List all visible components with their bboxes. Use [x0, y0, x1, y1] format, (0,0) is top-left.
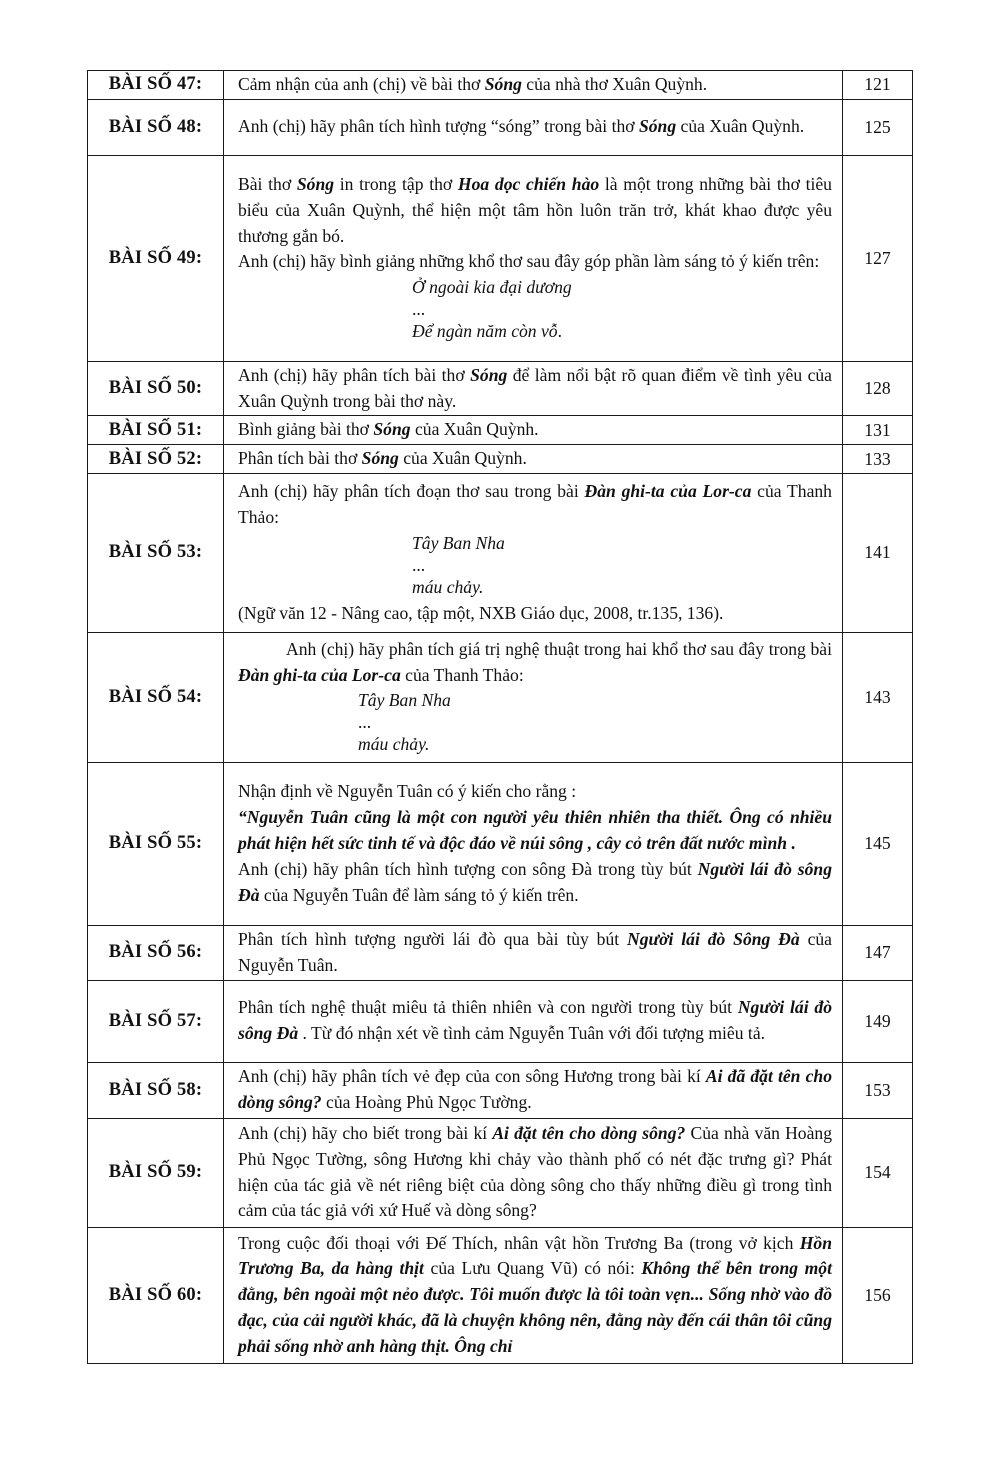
page-number: 147: [843, 925, 913, 980]
exercise-label: BÀI SỐ 60:: [88, 1227, 224, 1363]
verse-line: máu chảy.: [412, 576, 484, 597]
exercise-label: BÀI SỐ 57:: [88, 980, 224, 1062]
exercise-label: BÀI SỐ 58:: [88, 1062, 224, 1118]
page-number: 133: [843, 445, 913, 474]
exercise-prompt: Anh (chị) hãy phân tích vẻ đẹp của con sông Hương trong bài kí Ai đã đặt tên cho dòng sông? của Hoàng Phủ Ngọc Tường.: [224, 1062, 843, 1118]
ellipsis: ...: [412, 554, 426, 575]
page-number: 149: [843, 980, 913, 1062]
exercise-prompt: Phân tích hình tượng người lái đò qua bài tùy bút Người lái đò Sông Đà của Nguyễn Tuân.: [224, 925, 843, 980]
exercise-label: BÀI SỐ 54:: [88, 632, 224, 762]
toc-row-51: [88, 416, 913, 445]
page-number: 153: [843, 1062, 913, 1118]
exercise-prompt: Bài thơ Sóng in trong tập thơ Hoa dọc chiến hào là một trong những bài thơ tiêu biểu của Xuân Quỳnh, thể hiện một tâm hồn luôn trăn trở, khát khao được yêu thương gắn bó. Anh (chị) hãy bình giảng những khổ thơ sau đây góp phần làm sáng tỏ ý kiến trên: Ở ngoài kia đại dương ... Để ngàn năm còn vỗ.: [224, 155, 843, 361]
exercise-label: BÀI SỐ 47:: [88, 71, 224, 100]
exercise-prompt: Anh (chị) hãy phân tích đoạn thơ sau trong bài Đàn ghi-ta của Lor-ca của Thanh Thảo: Tây Ban Nha ... máu chảy. (Ngữ văn 12 - Nâng cao, tập một, NXB Giáo dục, 2008, tr.135, 136).: [224, 473, 843, 632]
ellipsis: ...: [358, 712, 372, 733]
exercise-prompt: Bình giảng bài thơ Sóng của Xuân Quỳnh.: [224, 416, 843, 445]
exercise-label: BÀI SỐ 59:: [88, 1118, 224, 1227]
page-number: 141: [843, 473, 913, 632]
toc-row-56: [88, 925, 913, 980]
exercise-label: BÀI SỐ 56:: [88, 925, 224, 980]
toc-row-55: [88, 762, 913, 925]
toc-row-59: [88, 1118, 913, 1227]
ellipsis: ...: [412, 298, 426, 319]
toc-row-49: [88, 155, 913, 361]
toc-row-54: [88, 632, 913, 762]
exercise-prompt: Nhận định về Nguyễn Tuân có ý kiến cho rằng : “Nguyễn Tuân cũng là một con người yêu thiên nhiên tha thiết. Ông có nhiều phát hiện hết sức tinh tế và độc đáo về núi sông , cây cỏ trên đất nước mình . Anh (chị) hãy phân tích hình tượng con sông Đà trong tùy bút Người lái đò sông Đà của Nguyễn Tuân để làm sáng tỏ ý kiến trên.: [224, 762, 843, 925]
exercise-prompt: Anh (chị) hãy cho biết trong bài kí Ai đặt tên cho dòng sông? Của nhà văn Hoàng Phủ Ngọc Tường, sông Hương khi chảy vào thành phố có nét đặc trưng gì? Phát hiện của tác giả về nét riêng biệt của dòng sông cho thấy những điều gì trong tình cảm của tác giả với xứ Huế và dòng sông?: [224, 1118, 843, 1227]
exercise-label: BÀI SỐ 48:: [88, 99, 224, 155]
toc-row-58: [88, 1062, 913, 1118]
exercise-label: BÀI SỐ 49:: [88, 155, 224, 361]
exercise-prompt: Anh (chị) hãy phân tích hình tượng “sóng” trong bài thơ Sóng của Xuân Quỳnh.: [224, 99, 843, 155]
exercise-prompt: Cảm nhận của anh (chị) về bài thơ Sóng của nhà thơ Xuân Quỳnh.: [224, 71, 843, 100]
page-number: 145: [843, 762, 913, 925]
exercise-prompt: Phân tích nghệ thuật miêu tả thiên nhiên và con người trong tùy bút Người lái đò sông Đà . Từ đó nhận xét về tình cảm Nguyễn Tuân với đối tượng miêu tả.: [224, 980, 843, 1062]
page-number: 121: [843, 71, 913, 100]
page-number: 143: [843, 632, 913, 762]
exercise-prompt: Anh (chị) hãy phân tích giá trị nghệ thuật trong hai khổ thơ sau đây trong bài Đàn ghi-ta của Lor-ca của Thanh Thảo: Tây Ban Nha ... máu chảy.: [224, 632, 843, 762]
toc-row-52: [88, 445, 913, 474]
toc-table: [87, 70, 913, 1364]
toc-row-48: [88, 99, 913, 155]
exercise-prompt: Phân tích bài thơ Sóng của Xuân Quỳnh.: [224, 445, 843, 474]
exercise-label: BÀI SỐ 55:: [88, 762, 224, 925]
quoted-opinion: “Nguyễn Tuân cũng là một con người yêu thiên nhiên tha thiết. Ông có nhiều phát hiện hết sức tinh tế và độc đáo về núi sông , cây cỏ trên đất nước mình .: [238, 807, 832, 854]
verse-line: Tây Ban Nha: [358, 690, 451, 711]
exercise-prompt: Trong cuộc đối thoại với Đế Thích, nhân vật hồn Trương Ba (trong vở kịch Hồn Trương Ba, da hàng thịt của Lưu Quang Vũ) có nói: Không thể bên trong một đằng, bên ngoài một nẻo được. Tôi muốn được là tôi toàn vẹn... Sống nhờ vào đồ đạc, của cải người khác, đã là chuyện không nên, đằng này đến cái thân tôi cũng phải sống nhờ anh hàng thịt. Ông chỉ: [224, 1227, 843, 1363]
toc-row-50: [88, 361, 913, 416]
page-number: 154: [843, 1118, 913, 1227]
exercise-label: BÀI SỐ 52:: [88, 445, 224, 474]
exercise-prompt: Anh (chị) hãy phân tích bài thơ Sóng để làm nổi bật rõ quan điểm về tình yêu của Xuân Quỳnh trong bài thơ này.: [224, 361, 843, 416]
toc-row-47: [88, 71, 913, 100]
verse-line: Để ngàn năm còn vỗ.: [412, 320, 563, 341]
page-number: 156: [843, 1227, 913, 1363]
exercise-label: BÀI SỐ 51:: [88, 416, 224, 445]
verse-line: Tây Ban Nha: [412, 533, 505, 554]
exercise-label: BÀI SỐ 50:: [88, 361, 224, 416]
page-number: 131: [843, 416, 913, 445]
verse-line: Ở ngoài kia đại dương: [412, 277, 572, 298]
verse-line: máu chảy.: [358, 734, 430, 755]
page-number: 125: [843, 99, 913, 155]
page-number: 127: [843, 155, 913, 361]
page-number: 128: [843, 361, 913, 416]
source-citation: (Ngữ văn 12 - Nâng cao, tập một, NXB Giáo dục, 2008, tr.135, 136).: [238, 602, 724, 623]
toc-row-53: [88, 473, 913, 632]
toc-row-57: [88, 980, 913, 1062]
toc-row-60: [88, 1227, 913, 1363]
exercise-label: BÀI SỐ 53:: [88, 473, 224, 632]
